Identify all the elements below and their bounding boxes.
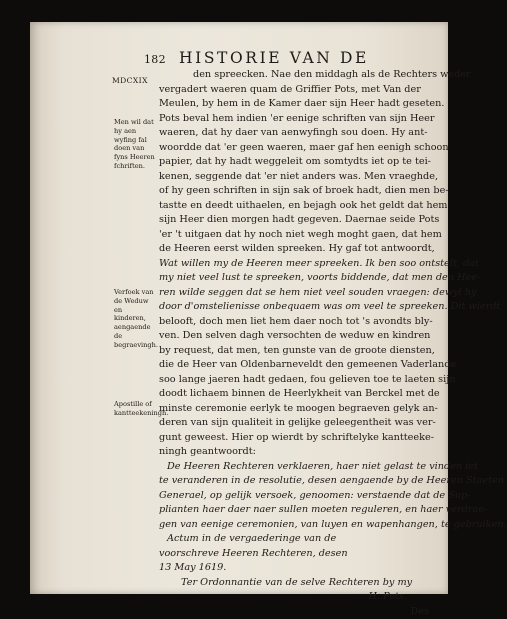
text-line: kenen, seggende dat 'er niet anders was. Men vraeghde, <box>159 170 429 185</box>
marginal-note: Apostille of kantteekeningh. <box>114 400 156 418</box>
text-line: De Heeren Rechteren verklaeren, haer niet gelast te vinden iet <box>159 460 429 475</box>
text-line: gunt geweest. Hier op wierdt by schriftelyke kantteeke- <box>159 431 429 446</box>
text-line: Meulen, by hem in de Kamer daer sijn Heer hadt geseten. <box>159 97 429 112</box>
text-line: ren wilde seggen dat se hem niet veel souden vraegen: dewyl hy <box>159 286 429 301</box>
text-line: soo lange jaeren hadt gedaen, fou gelieven toe te laeten sijn <box>159 373 429 388</box>
text-line: Ter Ordonnantie van de selve Rechteren by my <box>159 576 429 591</box>
text-line: sijn Heer dien morgen hadt gegeven. Daernae seide Pots <box>159 213 429 228</box>
page-header <box>144 48 369 67</box>
page-number: 182 <box>144 53 166 66</box>
text-line: papier, dat hy hadt weggeleit om somtydts iet op te tei- <box>159 155 429 170</box>
page-body-text <box>159 68 429 619</box>
text-line: doodt lichaem binnen de Heerlykheit van Berckel met de <box>159 387 429 402</box>
text-line: Wat willen my de Heeren meer spreeken. Ik ben soo ontstelt, dat <box>159 257 429 272</box>
text-line: ven. Den selven dagh versochten de weduw en kindren <box>159 329 429 344</box>
text-line: Des <box>159 605 429 619</box>
text-line: 13 May 1619. <box>159 561 429 576</box>
text-line: voorschreve Heeren Rechteren, desen <box>159 547 429 562</box>
text-line: deren van sijn qualiteit in gelijke geleegentheit was ver- <box>159 416 429 431</box>
text-line: Actum in de vergaederinge van de <box>159 532 429 547</box>
marginal-note: Men wil dat hy aen wyfing fal doen van fyns Heeren fchriften. <box>114 118 156 171</box>
text-line: gen van eenige ceremonien, van luyen en wapenhangen, te gebruiken. <box>159 518 429 533</box>
text-line: waeren, dat hy daer van aenwyfingh sou doen. Hy ant- <box>159 126 429 141</box>
text-line: 'er 't uitgaen dat hy noch niet wegh moght gaen, dat hem <box>159 228 429 243</box>
text-line: belooft, doch men liet hem daer noch tot 's avondts bly- <box>159 315 429 330</box>
text-line: Generael, op gelijk versoek, genoomen: verstaende dat de Sup- <box>159 489 429 504</box>
text-line: tastte en deedt uithaelen, en bejagh ook het geldt dat hem <box>159 199 429 214</box>
text-line: vergadert waeren quam de Griffier Pots, met Van der <box>159 83 429 98</box>
text-line: of hy geen schriften in sijn sak of broek hadt, dien men be- <box>159 184 429 199</box>
text-line: door d'omstelienisse onbequaem was om veel te spreeken. Dit wierdt <box>159 300 429 315</box>
book-page <box>30 22 448 594</box>
text-line: den spreecken. Nae den middagh als de Rechters weder <box>159 68 429 83</box>
text-line: de Heeren eerst wilden spreeken. Hy gaf tot antwoordt, <box>159 242 429 257</box>
running-title: HISTORIE VAN DE <box>179 49 369 67</box>
text-line: die de Heer van Oldenbarneveldt den gemeenen Vaderlande <box>159 358 429 373</box>
text-line: by request, dat men, ten gunste van de groote diensten, <box>159 344 429 359</box>
text-line: woordde dat 'er geen waeren, maer gaf hen eenigh schoon <box>159 141 429 156</box>
text-line: plianten haer daer naer sullen moeten reguleren, en haer verdrae- <box>159 503 429 518</box>
text-line: Pots beval hem indien 'er eenige schriften van sijn Heer <box>159 112 429 127</box>
marginal-note: Verfoek van de Weduw en kinderen, aengaende de begraevingh. <box>114 288 156 350</box>
text-line: te veranderen in de resolutie, desen aengaende by de Heeren Staeten <box>159 474 429 489</box>
text-line: ningh geantwoordt: <box>159 445 429 460</box>
text-line: minste ceremonie eerlyk te moogen begraeven gelyk an- <box>159 402 429 417</box>
text-line: my niet veel lust te spreeken, voorts biddende, dat men den Hee- <box>159 271 429 286</box>
year-label: MDCXIX <box>112 76 148 85</box>
text-line: H. Pots. <box>159 590 429 605</box>
